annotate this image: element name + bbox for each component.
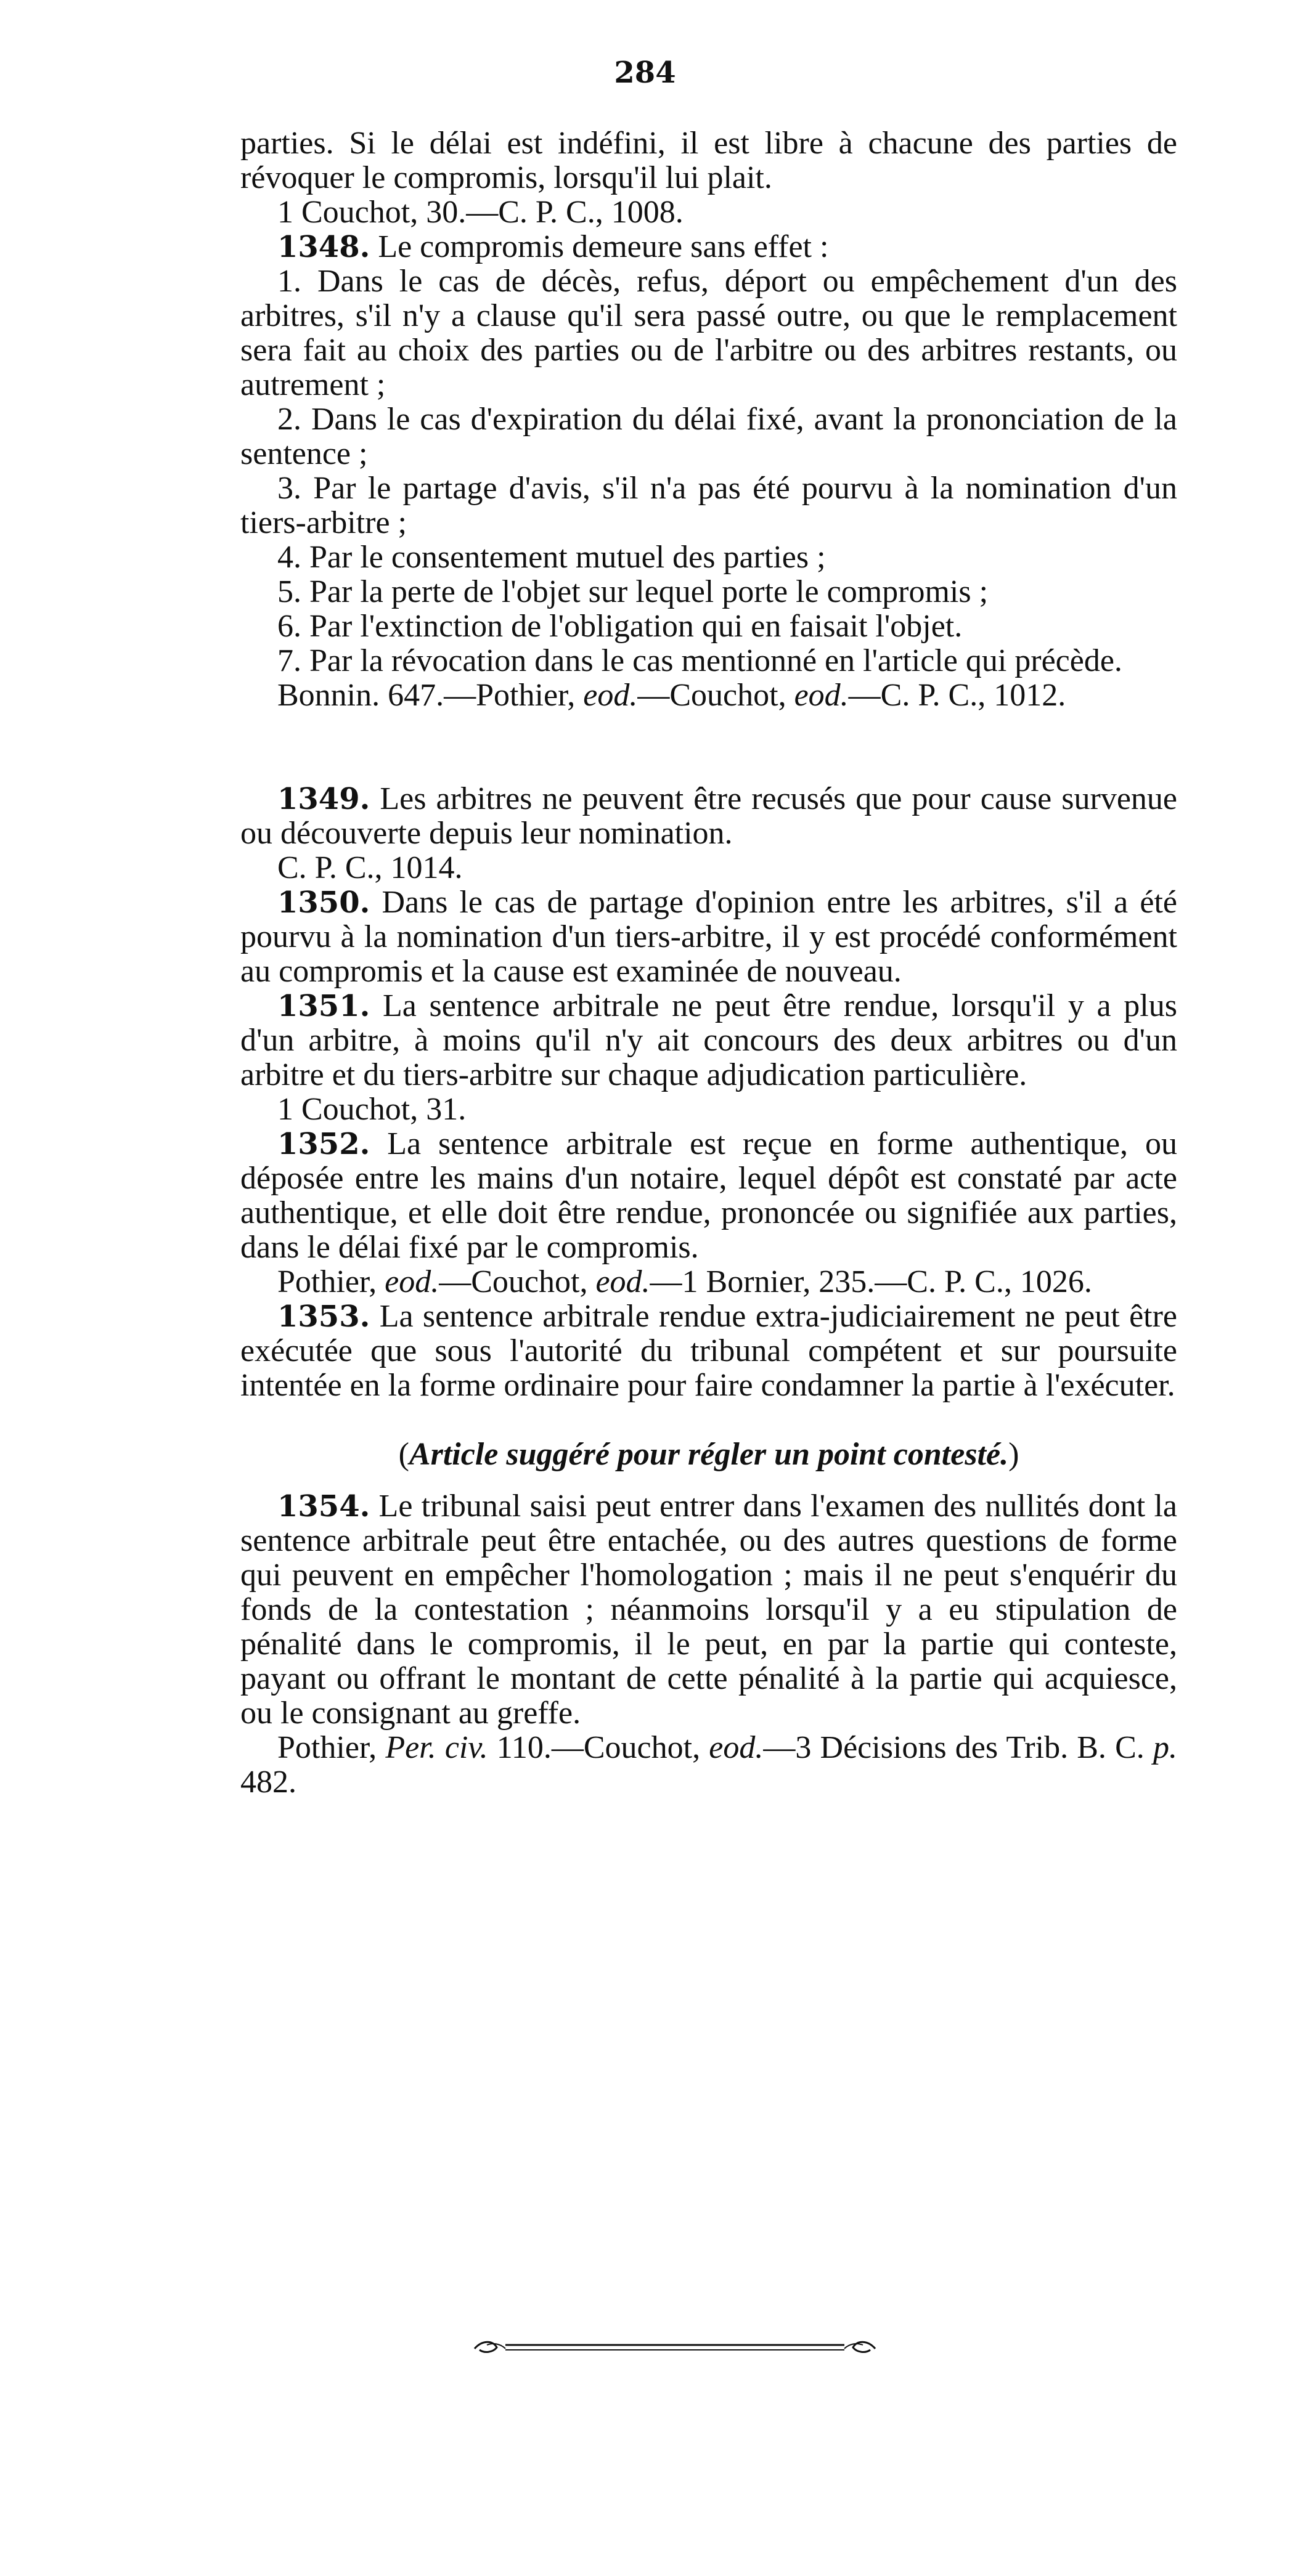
list-item-6: 6. Par l'extinction de l'obligation qui en faisait l'objet. bbox=[277, 609, 963, 644]
list-item-5: 5. Par la perte de l'objet sur lequel porte le compromis ; bbox=[277, 574, 989, 609]
citation-part: —Couchot, bbox=[439, 1264, 596, 1299]
citation-part: —1 Bornier, 235.—C. P. C., 1026. bbox=[650, 1264, 1092, 1299]
citation-part: 482. bbox=[240, 1765, 296, 1800]
article-1348 bbox=[240, 230, 1177, 264]
spacer bbox=[240, 1472, 1177, 1489]
article-number: 1350. bbox=[277, 885, 370, 920]
article-number: 1353. bbox=[277, 1299, 370, 1334]
article-text: Le compromis demeure sans effet : bbox=[370, 229, 829, 264]
heading-paren: ) bbox=[1008, 1437, 1019, 1472]
article-1351 bbox=[240, 989, 1177, 1092]
spacer bbox=[240, 713, 1177, 782]
article-number: 1348. bbox=[277, 230, 370, 264]
list-item-7: 7. Par la révocation dans le cas mentionné en l'article qui précède. bbox=[277, 643, 1122, 678]
article-number: 1354. bbox=[277, 1489, 370, 1524]
spacer bbox=[240, 1403, 1177, 1437]
citation-part: 110.—Couchot, bbox=[488, 1730, 709, 1765]
article-1352 bbox=[240, 1127, 1177, 1265]
tailpiece-ornament bbox=[468, 2335, 881, 2360]
paragraph-continuation: parties. Si le délai est indéfini, il est libre à chacune des parties de révoquer le compromis, lorsqu'il lui plait. bbox=[240, 126, 1177, 195]
article-text: La sentence arbitrale ne peut être rendue, lorsqu'il y a plus d'un arbitre, à moins qu'il n'y ait concours des deux arbitres ou d'un arbitre et du tiers-arbitre sur chaque adjudication particulière. bbox=[240, 988, 1177, 1092]
section-heading bbox=[240, 1437, 1177, 1472]
article-1354 bbox=[240, 1489, 1177, 1731]
heading-text: Article suggéré pour régler un point contesté. bbox=[409, 1437, 1009, 1472]
citation-italic: eod. bbox=[385, 1264, 439, 1299]
citation-part: —3 Décisions des Trib. B. C. bbox=[763, 1730, 1153, 1765]
page-text bbox=[240, 126, 1177, 1800]
citation-italic: eod. bbox=[709, 1730, 764, 1765]
citation bbox=[240, 1731, 1177, 1800]
citation-italic: eod. bbox=[583, 678, 638, 713]
article-text: La sentence arbitrale rendue extra-judiciairement ne peut être exécutée que sous l'autorité du tribunal compétent et sur poursuite intentée en la forme ordinaire pour faire condamner la partie à l'exécuter. bbox=[240, 1299, 1177, 1403]
heading-paren: ( bbox=[398, 1437, 409, 1472]
citation-italic: eod. bbox=[595, 1264, 650, 1299]
page-number: 284 bbox=[614, 55, 676, 90]
article-text: Dans le cas de partage d'opinion entre les arbitres, s'il a été pourvu à la nomination d'un tiers-arbitre, il y est procédé conformément au compromis et la cause est examinée de nouveau. bbox=[240, 885, 1177, 989]
citation-part: Pothier, bbox=[277, 1264, 385, 1299]
list-item-3: 3. Par le partage d'avis, s'il n'a pas été pourvu à la nomination d'un tiers-arbitre ; bbox=[240, 471, 1177, 540]
list-item-2: 2. Dans le cas d'expiration du délai fixé, avant la prononciation de la sentence ; bbox=[240, 402, 1177, 471]
article-number: 1352. bbox=[277, 1127, 370, 1161]
citation: 1 Couchot, 30.—C. P. C., 1008. bbox=[277, 195, 684, 230]
article-number: 1349. bbox=[277, 782, 370, 816]
list-item-4: 4. Par le consentement mutuel des parties ; bbox=[277, 540, 826, 575]
citation-italic: eod. bbox=[794, 678, 849, 713]
citation bbox=[240, 678, 1177, 713]
article-text: La sentence arbitrale est reçue en forme authentique, ou déposée entre les mains d'un notaire, lequel dépôt est constaté par acte authentique, et elle doit être rendue, prononcée ou signifiée aux parties, dans le délai fixé par le compromis. bbox=[240, 1126, 1177, 1265]
citation: 1 Couchot, 31. bbox=[277, 1092, 467, 1127]
citation-italic: p. bbox=[1153, 1730, 1177, 1765]
citation: C. P. C., 1014. bbox=[277, 850, 463, 885]
article-1350 bbox=[240, 885, 1177, 989]
article-number: 1351. bbox=[277, 989, 370, 1023]
citation bbox=[240, 1265, 1177, 1299]
citation-part: —Couchot, bbox=[637, 678, 794, 713]
citation-italic: Per. civ. bbox=[385, 1730, 488, 1765]
article-text: Le tribunal saisi peut entrer dans l'examen des nullités dont la sentence arbitrale peut être entachée, ou des autres questions de forme qui peuvent en empêcher l'homologation ; mais il ne peut s'enquérir du fonds de la contestation ; néanmoins lorsqu'il y a eu stipulation de pénalité dans le compromis, il le peut, en par la partie qui conteste, payant ou offrant le montant de cette pénalité à la partie qui acquiesce, ou le consignant au greffe. bbox=[240, 1489, 1177, 1731]
article-1349 bbox=[240, 782, 1177, 851]
article-1353 bbox=[240, 1299, 1177, 1403]
citation-part: Bonnin. 647.—Pothier, bbox=[277, 678, 584, 713]
citation-part: —C. P. C., 1012. bbox=[848, 678, 1066, 713]
article-text: Les arbitres ne peuvent être recusés que pour cause survenue ou découverte depuis leur nomination. bbox=[240, 781, 1177, 851]
list-item-1: 1. Dans le cas de décès, refus, déport ou empêchement d'un des arbitres, s'il n'y a clause qu'il sera passé outre, ou que le remplacement sera fait au choix des parties ou de l'arbitre ou des arbitres restants, ou autrement ; bbox=[240, 264, 1177, 402]
citation-part: Pothier, bbox=[277, 1730, 386, 1765]
